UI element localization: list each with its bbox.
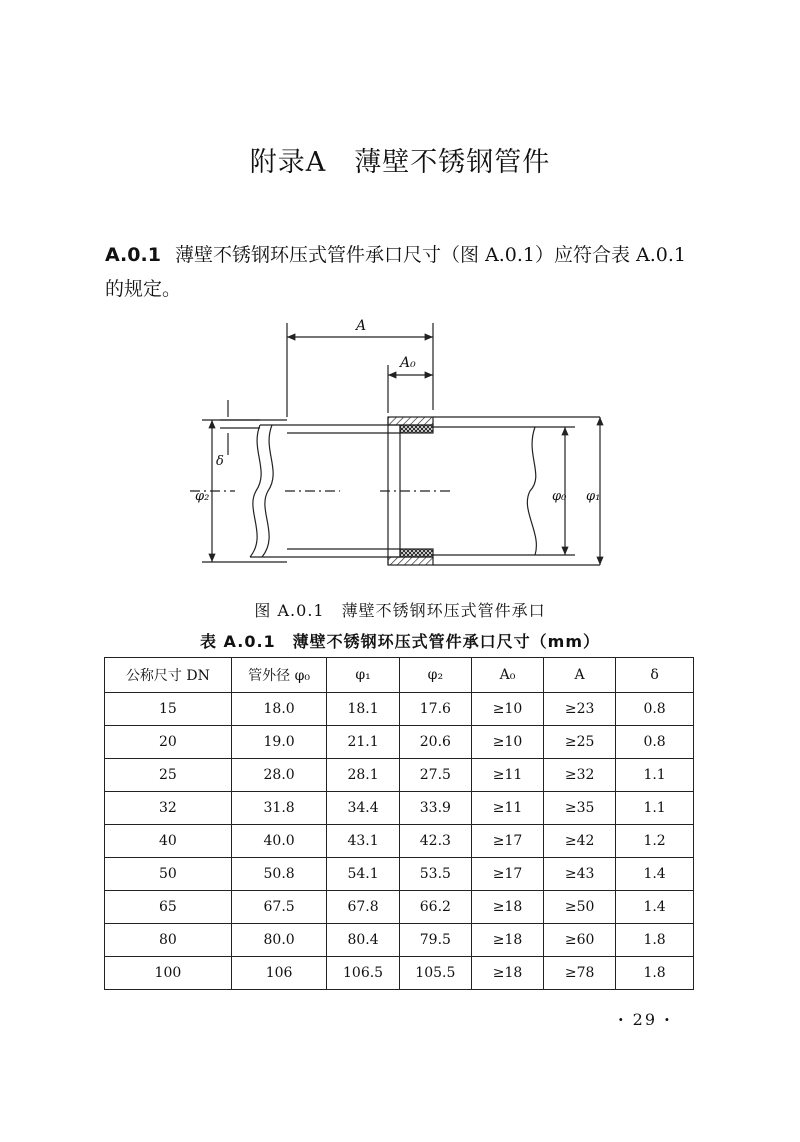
table-cell: 80.0 [231, 924, 327, 957]
socket-diagram [190, 305, 620, 575]
label-A0: A₀ [400, 355, 416, 371]
table-cell: 43.1 [327, 825, 399, 858]
table-cell: 54.1 [327, 858, 399, 891]
table-cell: 1.4 [616, 891, 694, 924]
table-caption: 表 A.0.1 薄壁不锈钢环压式管件承口尺寸（mm） [199, 632, 601, 651]
table-cell: 67.8 [327, 891, 399, 924]
table-cell: ≥78 [544, 957, 616, 990]
table-cell: 106.5 [327, 957, 399, 990]
page-dot-left: · [618, 1010, 626, 1029]
table-cell: 17.6 [399, 693, 471, 726]
table-cell: ≥32 [544, 759, 616, 792]
table-cell: 105.5 [399, 957, 471, 990]
table-cell: 79.5 [399, 924, 471, 957]
header-cell: 公称尺寸 DN [105, 658, 232, 693]
clause-number: A.0.1 [105, 244, 161, 266]
table-cell: 53.5 [399, 858, 471, 891]
label-delta: δ [216, 454, 224, 469]
table-cell: ≥17 [472, 825, 544, 858]
table-cell: 15 [105, 693, 232, 726]
label-phi2: φ₂ [195, 489, 210, 504]
table-cell: 19.0 [231, 726, 327, 759]
table-cell: ≥60 [544, 924, 616, 957]
table-cell: ≥35 [544, 792, 616, 825]
table-cell: 100 [105, 957, 232, 990]
table-cell: ≥43 [544, 858, 616, 891]
table-cell: 42.3 [399, 825, 471, 858]
table-cell: 1.1 [616, 792, 694, 825]
dimension-table [104, 657, 694, 990]
table-cell: 80 [105, 924, 232, 957]
table-cell: 25 [105, 759, 232, 792]
table-cell: ≥23 [544, 693, 616, 726]
header-cell: 管外径 φ₀ [231, 658, 327, 693]
page-number-value: 29 [632, 1010, 658, 1029]
table-cell: 28.1 [327, 759, 399, 792]
label-phi0: φ₀ [552, 489, 567, 504]
clause-text: 薄壁不锈钢环压式管件承口尺寸（图 A.0.1）应符合表 A.0.1 的规定。 [105, 244, 686, 300]
header-cell: φ₂ [399, 658, 471, 693]
table-cell: 31.8 [231, 792, 327, 825]
table-cell: 21.1 [327, 726, 399, 759]
table-cell: 18.0 [231, 693, 327, 726]
table-row [105, 825, 694, 858]
table-cell: 0.8 [616, 693, 694, 726]
table-cell: 0.8 [616, 726, 694, 759]
table-row [105, 891, 694, 924]
table-cell: ≥50 [544, 891, 616, 924]
table-cell: 1.2 [616, 825, 694, 858]
table-cell: ≥42 [544, 825, 616, 858]
table-row [105, 792, 694, 825]
table-cell: 40.0 [231, 825, 327, 858]
table-cell: 67.5 [231, 891, 327, 924]
table-cell: 1.8 [616, 924, 694, 957]
table-cell: ≥10 [472, 693, 544, 726]
table-cell: ≥10 [472, 726, 544, 759]
table-cell: ≥25 [544, 726, 616, 759]
table-row [105, 693, 694, 726]
table-cell: ≥11 [472, 792, 544, 825]
header-cell: A₀ [472, 658, 544, 693]
table-cell: 18.1 [327, 693, 399, 726]
table-cell: 1.4 [616, 858, 694, 891]
table-cell: 106 [231, 957, 327, 990]
figure-caption: 图 A.0.1 薄壁不锈钢环压式管件承口 [254, 601, 546, 620]
table-cell: 20 [105, 726, 232, 759]
table-cell: ≥18 [472, 957, 544, 990]
table-row [105, 924, 694, 957]
page-number [618, 1010, 672, 1029]
table-cell: 50.8 [231, 858, 327, 891]
page-title: 附录A 薄壁不锈钢管件 [249, 147, 551, 178]
table-cell: 1.1 [616, 759, 694, 792]
table-header-row [105, 658, 694, 693]
table-cell: 50 [105, 858, 232, 891]
table-cell: 40 [105, 825, 232, 858]
label-A: A [356, 318, 367, 334]
table-cell: 28.0 [231, 759, 327, 792]
table-cell: 32 [105, 792, 232, 825]
table-cell: 20.6 [399, 726, 471, 759]
table-cell: 65 [105, 891, 232, 924]
table-cell: ≥18 [472, 891, 544, 924]
table-cell: ≥18 [472, 924, 544, 957]
table-row [105, 726, 694, 759]
table-cell: 27.5 [399, 759, 471, 792]
table-row [105, 759, 694, 792]
table-row [105, 957, 694, 990]
label-phi1: φ₁ [586, 489, 601, 504]
clause-paragraph [105, 238, 705, 306]
table-cell: 33.9 [399, 792, 471, 825]
page-dot-right: · [664, 1010, 672, 1029]
table-row [105, 858, 694, 891]
header-cell: δ [616, 658, 694, 693]
table-cell: 80.4 [327, 924, 399, 957]
header-cell: φ₁ [327, 658, 399, 693]
table-cell: ≥11 [472, 759, 544, 792]
table-cell: 1.8 [616, 957, 694, 990]
table-cell: ≥17 [472, 858, 544, 891]
header-cell: A [544, 658, 616, 693]
table-cell: 34.4 [327, 792, 399, 825]
table-cell: 66.2 [399, 891, 471, 924]
